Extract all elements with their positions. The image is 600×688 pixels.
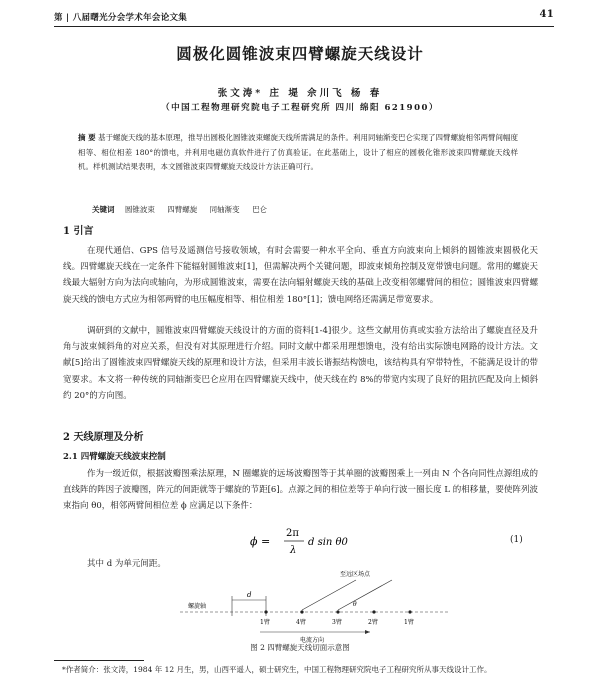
current-label: 电流方向 [300, 637, 325, 644]
arm-label: 1臂 [260, 619, 270, 626]
section-heading: 2 天线原理及分析 [63, 432, 144, 443]
arm-point [264, 610, 267, 613]
keyword: 巴仑 [252, 205, 268, 214]
helix-axis-label: 螺旋轴 [188, 603, 207, 610]
keyword: 四臂螺旋 [167, 205, 198, 214]
keyword: 同轴渐变 [209, 205, 240, 214]
d-label: d [247, 591, 252, 599]
arm-label: 3臂 [332, 619, 342, 626]
paragraph: 在现代通信、GPS 信号及遥测信号接收领域，有时会需要一种水平全向、垂直方向波束向上倾斜的圆锥波束圆极化天线。四臂螺旋天线在一定条件下能辐射圆锥波束[1]，但需解决两个关键问题，即波束倾角控制及宽带馈电问题。常用的螺旋天线最大辐射方向为法向或轴向，为形成圆锥波束，需要在法向辐射螺旋天线的基础上改变相邻螺臂间的相位；圆锥波束四臂螺旋天线的馈电方式应为相邻两臂的电压幅度相等、相位相差 180°[1]；馈电网络还需满足带宽要求。 [63, 246, 538, 305]
header-journal: 第 | 八届曙光分会学术年会论文集 [54, 13, 188, 23]
running-header [54, 8, 554, 24]
affiliation: （中国工程物理研究院电子工程研究所 四川 绵阳 621900） [161, 103, 439, 113]
far-field-ray [302, 580, 356, 610]
figure-caption: 图 2 四臂螺旋天线切面示意图 [250, 643, 350, 652]
abstract [78, 131, 518, 175]
keywords-label: 关键词 [92, 205, 115, 214]
authors: 张文涛* 庄 堤 佘川飞 杨 春 [217, 88, 383, 99]
arm-label: 2臂 [368, 619, 378, 626]
paper-title: 圆极化圆锥波束四臂螺旋天线设计 [176, 44, 424, 63]
paragraph: 其中 d 为单元间距。 [87, 559, 166, 569]
footnote: *作者简介：张文涛，1984 年 12 月生，男，山西平遥人，硕士研究生，中国工程物理研究院电子工程研究所从事天线设计工作。 [62, 665, 492, 674]
abstract-label: 摘 要 [78, 133, 96, 142]
arm-label: 4臂 [296, 619, 306, 626]
header-rule [54, 26, 554, 27]
subsection-heading: 2.1 四臂螺旋天线波束控制 [63, 452, 166, 462]
eq-den: λ [290, 545, 297, 556]
section-heading: 1 引言 [63, 226, 94, 237]
paragraph: 作为一级近似，根据波瓣图乘法原理，N 圈螺旋的远场波瓣图等于其单圈的波瓣图乘上一列由 N 个各向同性点源组成的直线阵的阵因子波瓣图，阵元的间距就等于螺旋的节距[6]。点源之间的相位差等于单向行波一圈长度 L 的相移量，要使阵列波束指向 θ0，相邻两臂间相位差 ϕ 应满足以下条件： [63, 469, 538, 512]
footnote-rule [54, 660, 144, 661]
far-field-label: 至远区场点 [340, 571, 371, 578]
keywords [92, 204, 277, 215]
page-number: 41 [539, 9, 554, 20]
arm-point [408, 610, 411, 613]
arm-point [372, 610, 375, 613]
current-arrowhead [365, 630, 370, 634]
eq-rhs: d sin θ0 [308, 537, 348, 548]
paragraph: 调研到的文献中，圆锥波束四臂螺旋天线设计的方面的资料[1-4]很少。这些文献用仿真或实验方法给出了螺旋直径及升角与波束倾斜角的对应关系，但没有对其原理进行介绍。同时文献中都采用理想馈电，没有给出实际馈电网路的设计方法。文献[5]给出了圆锥波束四臂螺旋天线的原理和设计方法，但采用丰波长谐振结构馈电，该结构具有窄带特性，不能满足设计的带宽要求。本文将一种传统的同轴渐变巴仑应用在四臂螺旋天线中，使天线在约 8%的带宽内实现了良好的阻抗匹配及向上倾斜约 20°的方向图。 [63, 326, 538, 401]
arm-point [336, 610, 339, 613]
arm-point [300, 610, 303, 613]
far-field-ray [338, 580, 392, 610]
theta-label: θ [353, 601, 357, 608]
equation-1 [230, 524, 530, 558]
equation-number: (1) [510, 535, 523, 545]
abstract-text: 基于螺旋天线的基本原理，推导出圆极化圆锥波束螺旋天线所需满足的条件。利用同轴渐变巴仑实现了四臂螺旋相邻两臂间幅度相等、相位相差 180°的馈电，并利用电磁仿真软件进行了仿真验证。在此基础上，设计了相应的圆极化锥形波束四臂螺旋天线样机。样机测试结果表明，本文圆锥波束四臂螺旋天线设计方法正确可行。 [78, 133, 519, 172]
eq-lhs: ϕ = [250, 535, 271, 548]
equation-svg [230, 524, 530, 558]
eq-num: 2π [286, 528, 299, 539]
keyword: 圆锥波束 [124, 205, 155, 214]
arm-label: 1臂 [404, 619, 414, 626]
